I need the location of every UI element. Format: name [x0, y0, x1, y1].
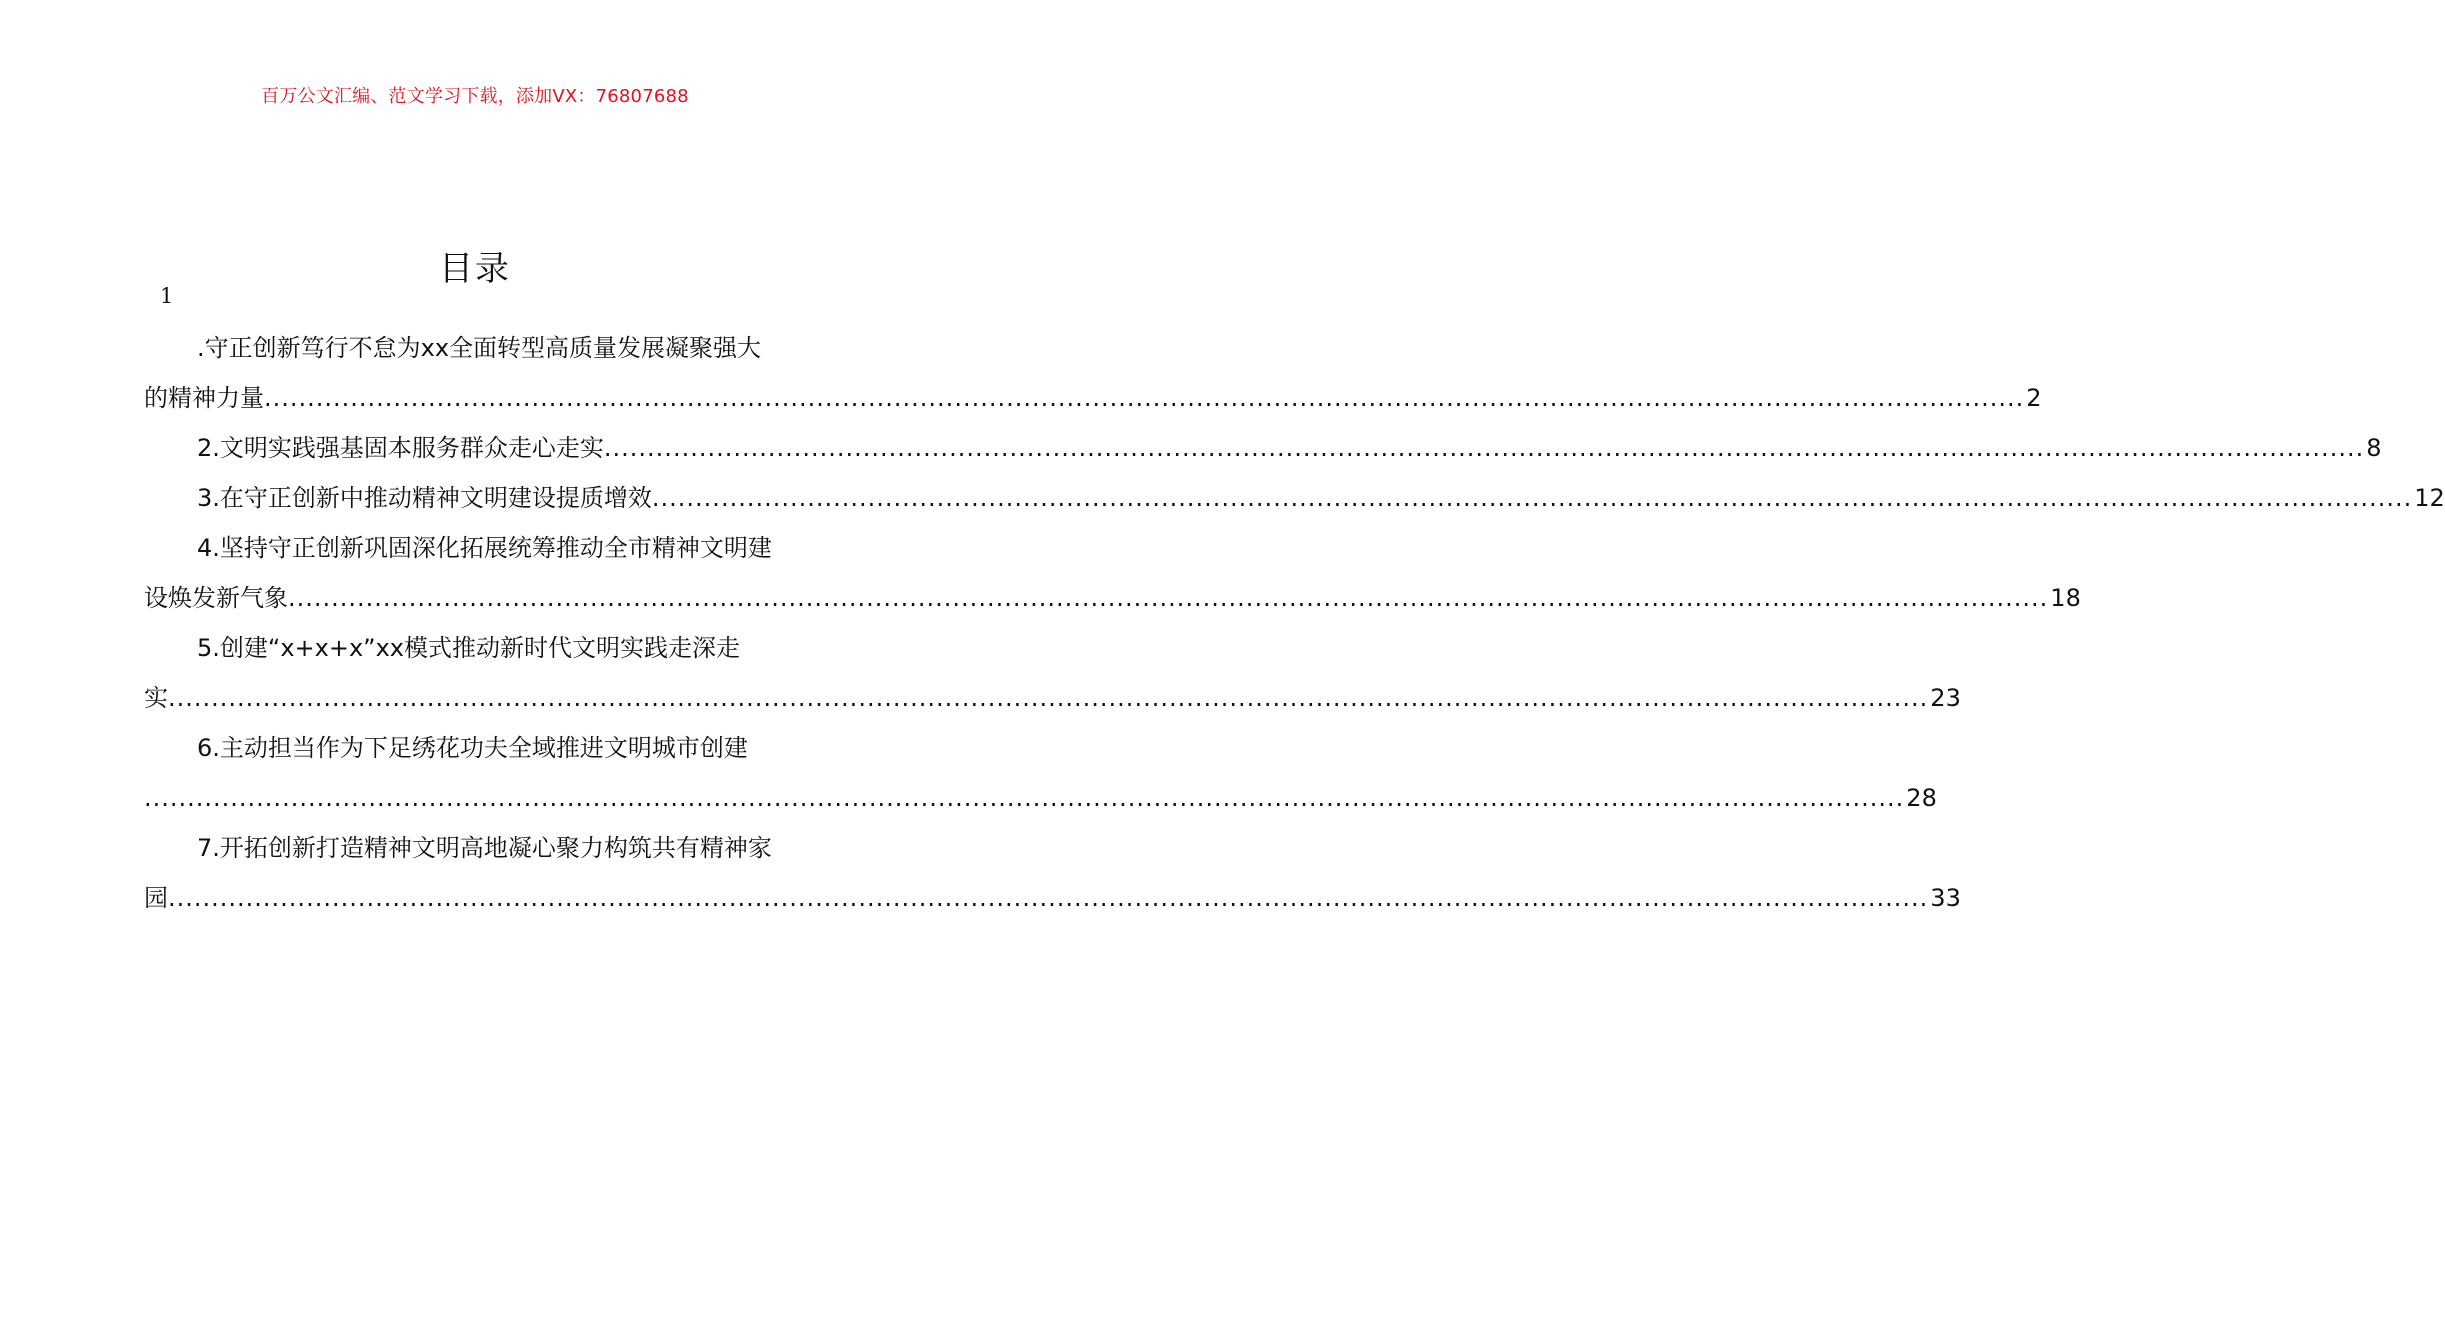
toc-page-number: 28 [1906, 784, 1937, 812]
toc-entry-last-line [144, 573, 2081, 623]
toc-entry[interactable] [144, 723, 1937, 823]
toc-entry-last-line [144, 773, 1937, 823]
toc-page-number: 2 [2026, 384, 2042, 412]
page-marker: 1 [160, 284, 174, 308]
toc-entry-title-end: 的精神力量 [144, 384, 264, 412]
toc-entry-title: 2.文明实践强基固本服务群众走心走实 [197, 434, 604, 462]
toc-page-number: 12 [2414, 484, 2445, 512]
toc-entry[interactable] [144, 473, 2445, 523]
toc-entry[interactable] [144, 323, 2042, 423]
toc-entry-first-line [144, 523, 806, 573]
toc-page-number: 8 [2366, 434, 2382, 462]
toc-leader-dots [168, 873, 1928, 923]
toc-entry[interactable] [144, 423, 2382, 473]
toc-leader-dots [168, 673, 1928, 723]
toc-leader-dots [144, 773, 1904, 823]
toc-entry-last-line [144, 873, 1961, 923]
toc-entry-title-end: 园 [144, 884, 168, 912]
toc-entry-title-end: 设焕发新气象 [144, 584, 288, 612]
toc-entry-title-start: 7.开拓创新打造精神文明高地凝心聚力构筑共有精神家 [197, 834, 772, 862]
toc-entry-title-start: 6.主动担当作为下足绣花功夫全域推进文明城市创建 [197, 734, 748, 762]
toc-entry-first-line [144, 323, 806, 373]
toc-entry[interactable] [144, 823, 1961, 923]
page-title: 目录 [439, 248, 511, 289]
toc-entry[interactable] [144, 523, 2081, 623]
toc-entry-title-start: 5.创建“x+x+x”xx模式推动新时代文明实践走深走 [197, 634, 740, 662]
toc-leader-dots [652, 473, 2412, 523]
toc-entry-title: 3.在守正创新中推动精神文明建设提质增效 [197, 484, 652, 512]
toc-entry-title-start: 4.坚持守正创新巩固深化拓展统筹推动全市精神文明建 [197, 534, 772, 562]
toc-page-number: 33 [1930, 884, 1961, 912]
toc-leader-dots [604, 423, 2364, 473]
toc-leader-dots [264, 373, 2024, 423]
toc-leader-dots [288, 573, 2048, 623]
toc-entry-first-line [144, 623, 806, 673]
toc-entry-title-start: .守正创新笃行不怠为xx全面转型高质量发展凝聚强大 [197, 334, 762, 362]
toc-entry-last-line [144, 373, 2042, 423]
toc-entry-last-line [144, 473, 2445, 523]
toc-page-number: 18 [2050, 584, 2081, 612]
toc-entry[interactable] [144, 623, 1961, 723]
header-note: 百万公文汇编、范文学习下载，添加VX：76807688 [261, 86, 689, 107]
toc-page-number: 23 [1930, 684, 1961, 712]
toc-entry-title-end: 实 [144, 684, 168, 712]
toc-entry-first-line [144, 823, 806, 873]
toc-entry-first-line [144, 723, 806, 773]
table-of-contents [144, 323, 2445, 923]
toc-entry-last-line [144, 423, 2382, 473]
toc-entry-last-line [144, 673, 1961, 723]
